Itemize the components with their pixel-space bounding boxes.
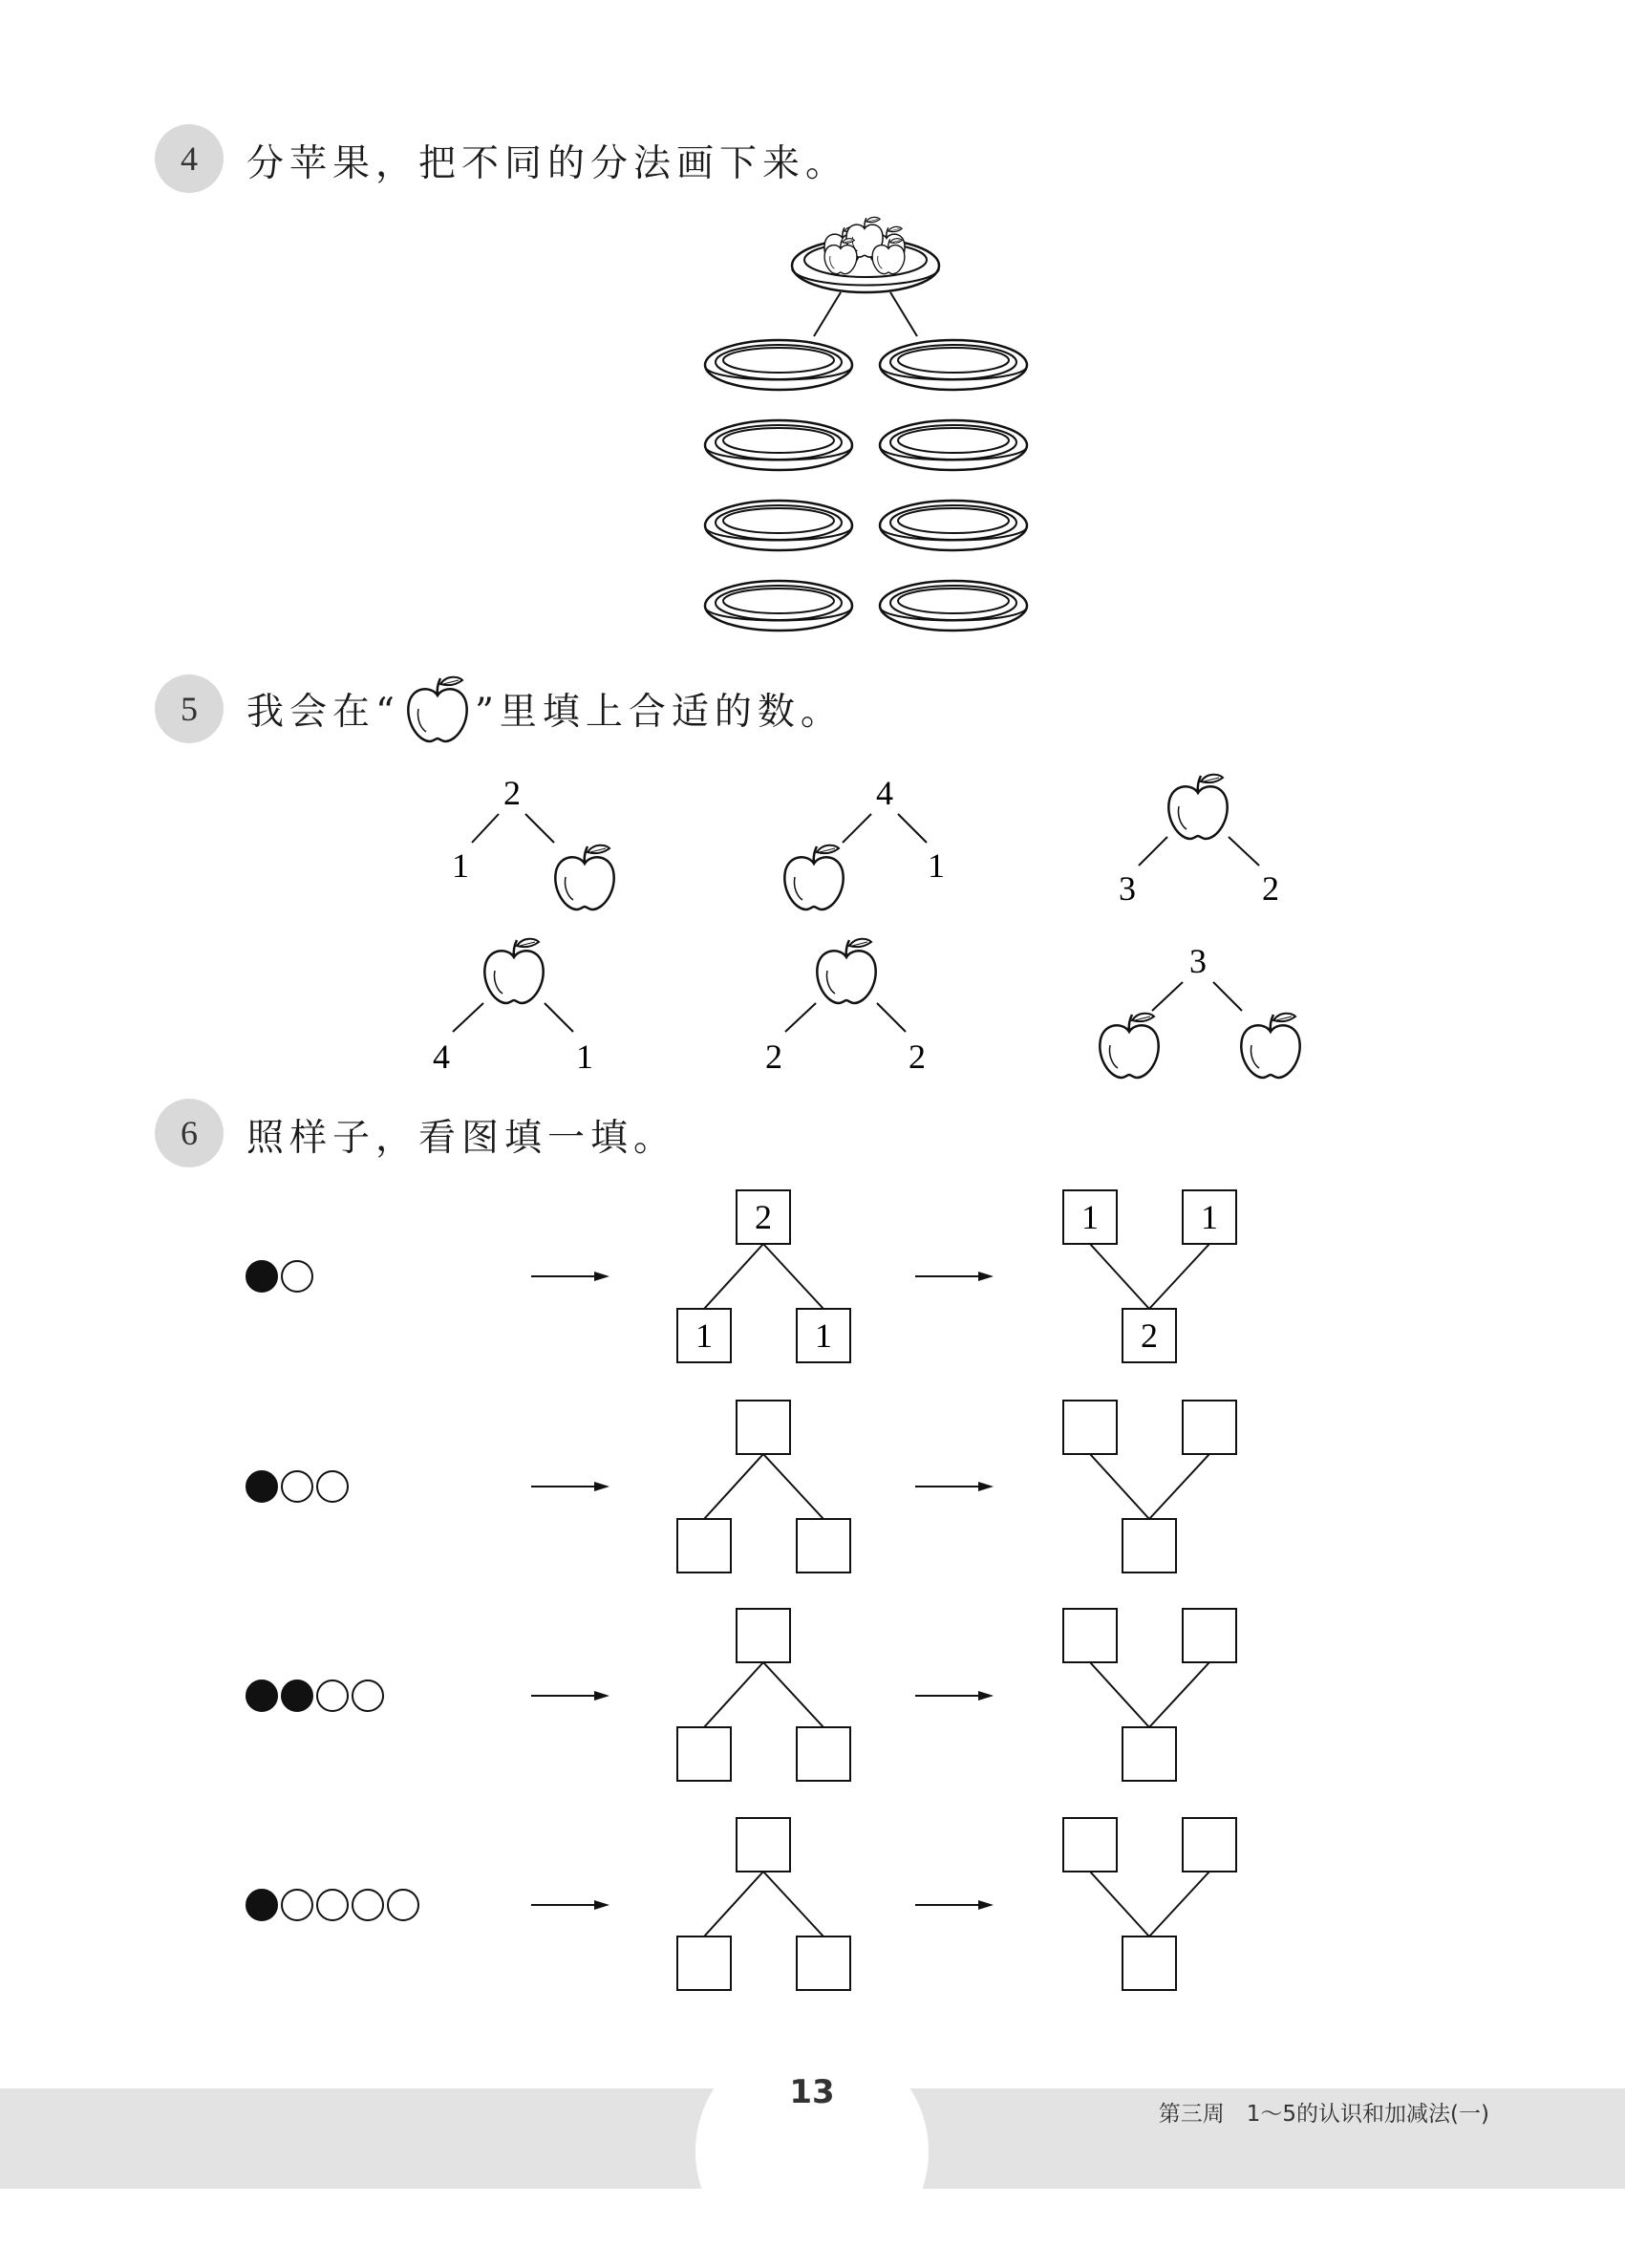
- black-dot: [246, 1261, 277, 1292]
- branch-line: [898, 814, 927, 843]
- branch-line: [704, 1454, 763, 1519]
- empty-plate: [880, 501, 1027, 550]
- arrow-head: [978, 1482, 994, 1491]
- apple-blank[interactable]: [1100, 1014, 1158, 1078]
- page-number-badge: [695, 2035, 929, 2268]
- chapter-title: 第三周 1～5的认识和加减法(一): [1158, 2102, 1489, 2127]
- tree-top-number: 2: [503, 774, 521, 812]
- question-number-badge: 5: [155, 674, 224, 743]
- answer-box[interactable]: [1123, 1936, 1176, 1990]
- answer-box[interactable]: [1123, 1519, 1176, 1573]
- branch-line: [545, 1003, 573, 1032]
- white-dot: [282, 1890, 312, 1920]
- answer-box-value: 1: [1081, 1198, 1099, 1236]
- white-dot: [282, 1471, 312, 1502]
- branch-line: [1152, 982, 1183, 1011]
- tree-right-number: 2: [909, 1038, 926, 1076]
- branch-line: [890, 292, 917, 336]
- q6-row-1: [246, 1190, 1236, 1362]
- branch-line: [1149, 1244, 1209, 1309]
- page-number: 13: [789, 2073, 835, 2111]
- answer-box[interactable]: [1183, 1609, 1236, 1662]
- branch-line: [704, 1872, 763, 1936]
- branch-line: [1229, 837, 1259, 866]
- answer-box[interactable]: [677, 1727, 731, 1781]
- white-dot: [317, 1471, 348, 1502]
- branch-line: [453, 1003, 483, 1032]
- question-number-badge: 6: [155, 1099, 224, 1167]
- answer-box[interactable]: [1183, 1401, 1236, 1454]
- black-dot: [282, 1680, 312, 1711]
- tree-left-number: 1: [452, 846, 469, 885]
- q6-row-3: [246, 1609, 1236, 1781]
- q6-row-2: [246, 1401, 1236, 1573]
- tree-right-number: 1: [576, 1038, 593, 1076]
- tree-left-number: 4: [433, 1038, 450, 1076]
- answer-box-value: 2: [1141, 1316, 1158, 1355]
- answer-box[interactable]: [1123, 1727, 1176, 1781]
- fruit-plate-illustration: [792, 217, 939, 292]
- answer-box[interactable]: [737, 1401, 790, 1454]
- tree-left-number: 2: [765, 1038, 782, 1076]
- empty-plate: [880, 340, 1027, 390]
- answer-box[interactable]: [797, 1727, 850, 1781]
- branch-line: [704, 1244, 763, 1309]
- apple-blank[interactable]: [555, 845, 613, 909]
- apple-blank[interactable]: [1241, 1014, 1299, 1078]
- question-6-prompt: 照样子，看图填一填。: [246, 1117, 677, 1160]
- branch-line: [877, 1003, 906, 1032]
- tree-top-number: 3: [1189, 942, 1207, 980]
- q6-row-4: [246, 1818, 1236, 1990]
- tree-right-number: 1: [928, 846, 945, 885]
- branch-line: [1090, 1662, 1149, 1727]
- branch-line: [763, 1454, 823, 1519]
- branch-line: [1213, 982, 1242, 1011]
- answer-box[interactable]: [677, 1519, 731, 1573]
- branch-line: [472, 814, 499, 843]
- branch-line: [785, 1003, 816, 1032]
- apple-blank[interactable]: [484, 939, 543, 1003]
- empty-plate: [880, 420, 1027, 470]
- prompt-text-after: ”里填上合适的数。: [474, 691, 844, 734]
- white-dot: [317, 1680, 348, 1711]
- answer-box[interactable]: [677, 1936, 731, 1990]
- answer-box[interactable]: [1183, 1818, 1236, 1872]
- answer-box[interactable]: [737, 1609, 790, 1662]
- arrow-head: [594, 1900, 609, 1910]
- answer-box[interactable]: [737, 1818, 790, 1872]
- branch-line: [763, 1244, 823, 1309]
- tree-right-number: 2: [1262, 869, 1279, 908]
- branch-line: [1149, 1662, 1209, 1727]
- arrow-head: [978, 1900, 994, 1910]
- black-dot: [246, 1890, 277, 1920]
- apple-blank[interactable]: [817, 939, 875, 1003]
- white-dot: [353, 1680, 383, 1711]
- white-dot: [388, 1890, 418, 1920]
- black-dot: [246, 1680, 277, 1711]
- arrow-head: [594, 1691, 609, 1701]
- branch-line: [814, 292, 841, 336]
- answer-box[interactable]: [1063, 1818, 1117, 1872]
- answer-box[interactable]: [1063, 1401, 1117, 1454]
- white-dot: [353, 1890, 383, 1920]
- branch-line: [1090, 1454, 1149, 1519]
- arrow-head: [978, 1272, 994, 1281]
- question-4-prompt: 分苹果，把不同的分法画下来。: [246, 142, 849, 185]
- branch-line: [763, 1872, 823, 1936]
- branch-line: [1139, 837, 1167, 866]
- branch-line: [843, 814, 871, 843]
- answer-box[interactable]: [797, 1519, 850, 1573]
- tree-left-number: 3: [1119, 869, 1136, 908]
- prompt-text-before: 我会在“: [246, 691, 400, 734]
- branch-line: [1090, 1872, 1149, 1936]
- branch-line: [1149, 1872, 1209, 1936]
- question-number-badge: 4: [155, 124, 224, 193]
- empty-plate: [880, 581, 1027, 631]
- branch-line: [763, 1662, 823, 1727]
- arrow-head: [594, 1482, 609, 1491]
- apple-blank[interactable]: [1168, 775, 1227, 839]
- branch-line: [704, 1662, 763, 1727]
- answer-box-value: 1: [1201, 1198, 1218, 1236]
- empty-plate: [705, 501, 852, 550]
- branch-line: [1090, 1244, 1149, 1309]
- apple-blank[interactable]: [784, 845, 843, 909]
- empty-plate: [705, 340, 852, 390]
- white-dot: [282, 1261, 312, 1292]
- answer-box-value: 2: [755, 1198, 772, 1236]
- answer-box-value: 1: [815, 1316, 832, 1355]
- branch-line: [1149, 1454, 1209, 1519]
- arrow-head: [978, 1691, 994, 1701]
- tree-top-number: 4: [876, 774, 893, 812]
- white-dot: [317, 1890, 348, 1920]
- answer-box-value: 1: [695, 1316, 713, 1355]
- answer-box[interactable]: [1063, 1609, 1117, 1662]
- empty-plate: [705, 581, 852, 631]
- branch-line: [525, 814, 554, 843]
- empty-plate: [705, 420, 852, 470]
- answer-box[interactable]: [797, 1936, 850, 1990]
- arrow-head: [594, 1272, 609, 1281]
- black-dot: [246, 1471, 277, 1502]
